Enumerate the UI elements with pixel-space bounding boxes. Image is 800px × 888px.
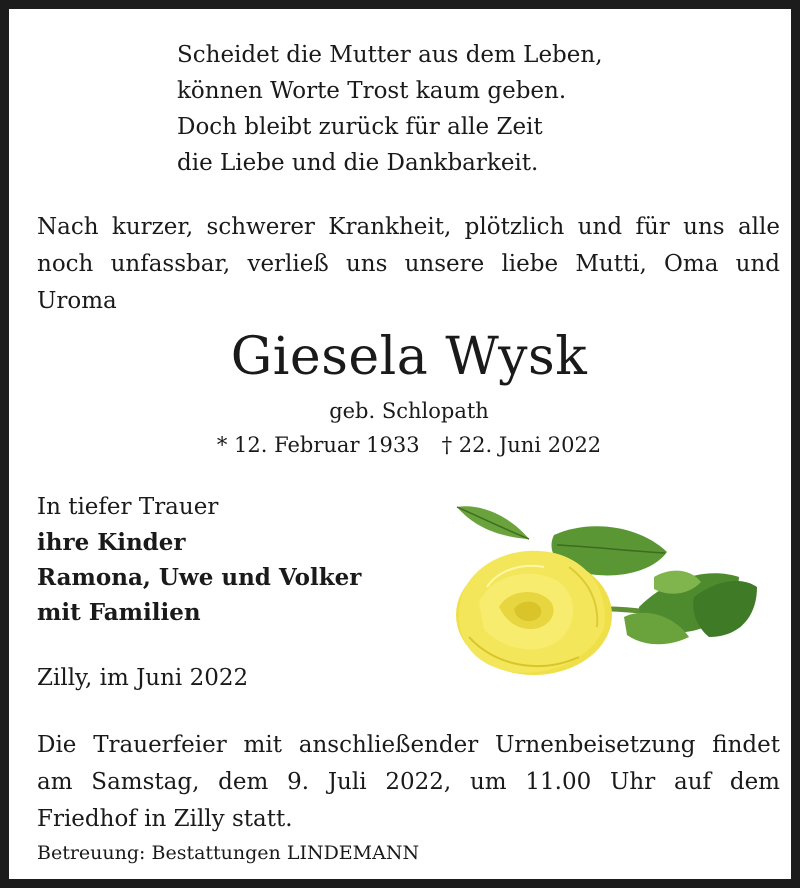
mourners-line: ihre Kinder (37, 529, 186, 556)
rose-image (439, 497, 769, 687)
poem-line: Scheidet die Mutter aus dem Leben, (177, 42, 603, 68)
undertaker: Betreuung: Bestattungen LINDEMANN (37, 842, 420, 864)
funeral-line: Friedhof in Zilly statt. (37, 806, 293, 832)
intro-line: Nach kurzer, schwerer Krankheit, plötzlich und für uns alle (37, 214, 780, 240)
mourners-line: mit Familien (37, 599, 201, 626)
funeral-info (37, 727, 780, 838)
intro-line: Uroma (37, 288, 117, 314)
intro-text (37, 209, 780, 320)
mourners-line: Ramona, Uwe und Volker (37, 564, 362, 591)
poem-line: die Liebe und die Dankbarkeit. (177, 150, 539, 176)
place-date: Zilly, im Juni 2022 (37, 665, 249, 691)
mourners-intro: In tiefer Trauer (37, 494, 219, 520)
birth-name: geb. Schlopath (329, 399, 489, 423)
poem-line: können Worte Trost kaum geben. (177, 78, 567, 104)
birth-date: * 12. Februar 1933 (216, 433, 420, 457)
mourners (37, 490, 361, 630)
poem-line: Doch bleibt zurück für alle Zeit (177, 114, 543, 140)
deceased-name: Giesela Wysk (230, 327, 588, 387)
life-dates (9, 430, 800, 460)
funeral-line: Die Trauerfeier mit anschließender Urnenbeisetzung findet (37, 732, 780, 758)
poem (177, 37, 603, 181)
funeral-line: am Samstag, dem 9. Juli 2022, um 11.00 Uhr auf dem (37, 769, 780, 795)
intro-line: noch unfassbar, verließ uns unsere liebe Mutti, Oma und (37, 251, 780, 277)
death-date: † 22. Juni 2022 (441, 433, 602, 457)
